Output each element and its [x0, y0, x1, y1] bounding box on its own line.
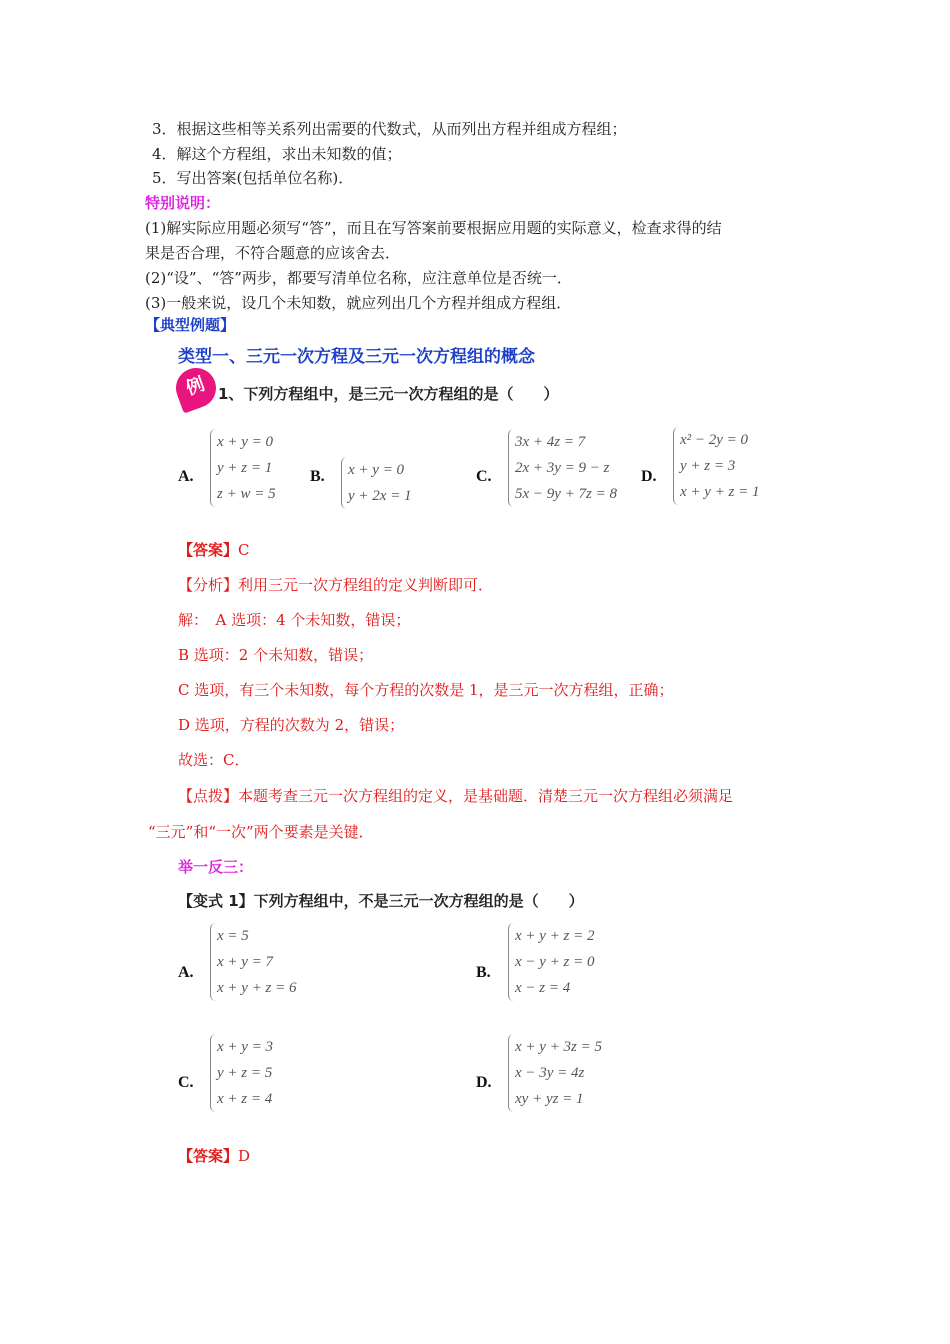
- equation: x + y + z = 2: [515, 928, 595, 944]
- analysis-line: 【分析】利用三元一次方程组的定义判断即可．: [178, 576, 494, 594]
- q1-option-a-label: A.: [178, 468, 194, 485]
- v1-option-d-system: [508, 1034, 602, 1112]
- equation: 2x + 3y = 9 − z: [515, 460, 610, 476]
- q1-option-a-system: [210, 429, 276, 507]
- question-1: 1、下列方程组中，是三元一次方程组的是（ ）: [218, 385, 559, 403]
- analysis-line: B 选项：2 个未知数，错误；: [178, 646, 374, 664]
- equation: x + z = 4: [217, 1091, 273, 1107]
- analysis-line: 故选：C．: [178, 751, 250, 769]
- equation: x + y + z = 6: [217, 980, 297, 996]
- answer-value: C: [238, 541, 250, 559]
- equation: x + y = 0: [217, 434, 274, 450]
- analysis-line: D 选项，方程的次数为 2，错误；: [178, 716, 405, 734]
- variant-1-question: 【变式 1】下列方程组中，不是三元一次方程组的是（ ）: [178, 892, 584, 910]
- answer-value: D: [238, 1147, 251, 1165]
- v1-option-b-system: [508, 923, 595, 1001]
- v1-option-c-system: [210, 1034, 273, 1112]
- equation: z + w = 5: [217, 486, 276, 502]
- equation: x − y + z = 0: [515, 954, 595, 970]
- equation: 3x + 4z = 7: [515, 434, 586, 450]
- note-title: 特别说明：: [145, 194, 221, 212]
- equation: xy + yz = 1: [515, 1091, 584, 1107]
- note-2: (2)“设”、“答”两步，都要写清单位名称，应注意单位是否统一．: [145, 269, 572, 287]
- note-1: (1)解实际应用题必须写“答”，而且在写答案前要根据应用题的实际意义，检查求得的结: [145, 219, 722, 237]
- type-title: 类型一、三元一次方程及三元一次方程组的概念: [178, 347, 535, 367]
- equation: x + y = 0: [348, 462, 405, 478]
- equation: x − z = 4: [515, 980, 571, 996]
- equation: x + y + 3z = 5: [515, 1039, 603, 1055]
- q1-option-d-label: D.: [641, 468, 657, 485]
- step-5: 5．写出答案(包括单位名称)．: [152, 169, 354, 187]
- equation: y + 2x = 1: [348, 488, 412, 504]
- v1-option-b-label: B.: [476, 964, 491, 981]
- note-1-cont: 果是否合理，不符合题意的应该舍去．: [145, 244, 401, 262]
- q1-option-c-system: [508, 429, 617, 507]
- equation: y + z = 1: [217, 460, 273, 476]
- equation: x = 5: [217, 928, 249, 944]
- q1-option-c-label: C.: [476, 468, 492, 485]
- equation: x − 3y = 4z: [515, 1065, 585, 1081]
- step-4: 4．解这个方程组，求出未知数的值；: [152, 145, 402, 163]
- analysis-line: C 选项，有三个未知数，每个方程的次数是 1，是三元一次方程组，正确；: [178, 681, 674, 699]
- v1-option-d-label: D.: [476, 1074, 492, 1091]
- answer-tag: 【答案】: [178, 1147, 239, 1165]
- q1-option-b-label: B.: [310, 468, 325, 485]
- v1-option-a-system: [210, 923, 297, 1001]
- q1-option-d-system: [673, 427, 760, 505]
- v1-option-c-label: C.: [178, 1074, 194, 1091]
- equation: x + y = 7: [217, 954, 274, 970]
- equation: x + y + z = 1: [680, 484, 760, 500]
- answer-tag: 【答案】: [178, 541, 239, 559]
- answer-2: [178, 1147, 250, 1165]
- note-3: (3)一般来说，设几个未知数，就应列出几个方程并组成方程组．: [145, 294, 572, 312]
- section-title: 【典型例题】: [145, 316, 236, 334]
- hint-line: 【点拨】本题考查三元一次方程组的定义，是基础题．清楚三元一次方程组必须满足: [178, 787, 734, 805]
- analysis-line: 解： A 选项：4 个未知数，错误；: [178, 611, 411, 629]
- equation: y + z = 5: [217, 1065, 273, 1081]
- equation: x² − 2y = 0: [680, 432, 749, 448]
- step-3: 3．根据这些相等关系列出需要的代数式，从而列出方程并组成方程组；: [152, 120, 627, 138]
- equation: y + z = 3: [680, 458, 736, 474]
- example-badge: 例: [170, 362, 221, 413]
- equation: x + y = 3: [217, 1039, 274, 1055]
- answer-1: [178, 541, 250, 559]
- v1-option-a-label: A.: [178, 964, 194, 981]
- practice-title: 举一反三：: [178, 858, 254, 876]
- hint-line-cont: “三元”和“一次”两个要素是关键．: [148, 823, 374, 841]
- equation: 5x − 9y + 7z = 8: [515, 486, 618, 502]
- q1-option-b-system: [341, 457, 412, 509]
